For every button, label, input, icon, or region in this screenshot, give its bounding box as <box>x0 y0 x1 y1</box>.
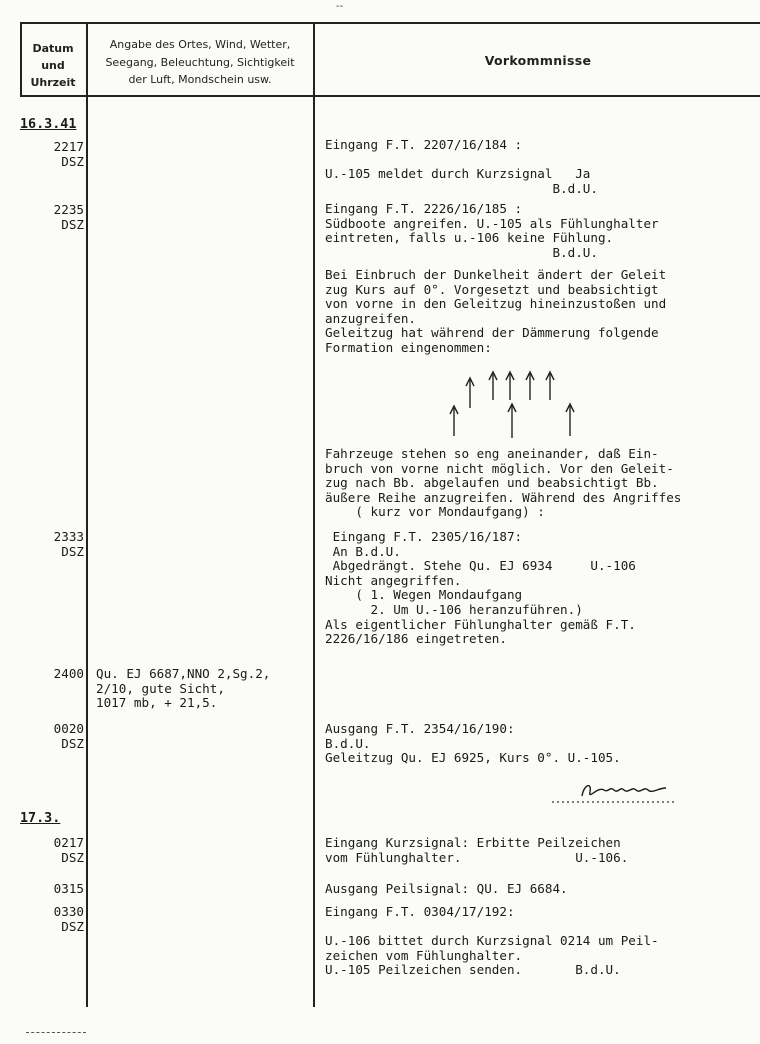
top-mark: -- <box>336 1 344 12</box>
entry-time: 2235 DSZ <box>53 202 84 232</box>
event-entry: Ausgang Peilsignal: QU. EJ 6684. <box>325 881 568 896</box>
date-16-3-41: 16.3.41 <box>20 117 77 132</box>
event-entry: Eingang F.T. 2207/16/184 : U.-105 meldet durch Kurzsignal Ja B.d.U. <box>325 137 598 196</box>
event-entry: Eingang F.T. 2226/16/185 : Südboote angreifen. U.-105 als Fühlunghalter eintreten, falls u.-106 keine Fühlung. B.d.U. <box>325 201 659 260</box>
date-column-divider <box>86 22 88 1007</box>
weather-entry: Qu. EJ 6687,NNO 2,Sg.2, 2/10, gute Sicht, 1017 mb, + 21,5. <box>96 666 271 711</box>
header-date-line: und <box>41 59 65 72</box>
header-location-column <box>89 36 311 89</box>
event-entry: Fahrzeuge stehen so eng aneinander, daß Ein- bruch von vorne nicht möglich. Vor den Geleit- zug nach Bb. abgelaufen und beabsichtigt Bb. äußere Reihe anzugreifen. Während des Angriffes ( kurz vor Mondaufgang) : <box>325 446 682 520</box>
header-bottom-rule <box>20 95 760 97</box>
header-location-line: Angabe des Ortes, Wind, Wetter, <box>109 38 291 51</box>
entry-time: 0330 DSZ <box>53 904 84 934</box>
event-entry: Ausgang F.T. 2354/16/190: B.d.U. Geleitzug Qu. EJ 6925, Kurs 0°. U.-105. <box>325 721 621 766</box>
events-column-divider <box>313 22 315 1007</box>
header-date-line: Datum <box>32 42 74 55</box>
entry-time: 0315 <box>53 881 84 896</box>
entry-time: 2333 DSZ <box>53 529 84 559</box>
header-date-line: Uhrzeit <box>30 76 76 89</box>
entry-time: 2400 <box>53 666 84 681</box>
header-top-rule <box>20 22 760 24</box>
event-entry: Eingang Kurzsignal: Erbitte Peilzeichen vom Fühlunghalter. U.-106. <box>325 835 629 865</box>
event-entry: Eingang F.T. 0304/17/192: U.-106 bittet durch Kurzsignal 0214 um Peil- zeichen vom Fühlunghalter. U.-105 Peilzeichen senden. B.d.U. <box>325 904 659 978</box>
header-events-column: Vorkommnisse <box>484 53 592 68</box>
event-entry: Bei Einbruch der Dunkelheit ändert der Geleit zug Kurs auf 0°. Vorgesetzt und beabsichtigt von vorne in den Geleitzug hineinzustoßen und anzugreifen. Geleitzug hat während der Dämmerung folgende Formation eingenommen: <box>325 267 667 355</box>
entry-time: 2217 DSZ <box>53 139 84 169</box>
event-entry: Eingang F.T. 2305/16/187: An B.d.U. Abgedrängt. Stehe Qu. EJ 6934 U.-106 Nicht angegriffen. ( 1. Wegen Mondaufgang 2. Um U.-106 heranzuführen.) Als eigentlicher Fühlunghalter gemäß F.T. 2226/16/186 eingetreten. <box>325 529 636 647</box>
entry-time: 0217 DSZ <box>53 835 84 865</box>
header-location-line: der Luft, Mondschein usw. <box>128 73 272 86</box>
header-date-column <box>22 40 84 91</box>
bottom-mark <box>26 1032 86 1034</box>
convoy-formation-sketch <box>440 366 590 446</box>
date-17-3: 17.3. <box>20 811 61 826</box>
signature <box>548 776 688 806</box>
header-location-line: Seegang, Beleuchtung, Sichtigkeit <box>105 55 295 69</box>
entry-time: 0020 DSZ <box>53 721 84 751</box>
